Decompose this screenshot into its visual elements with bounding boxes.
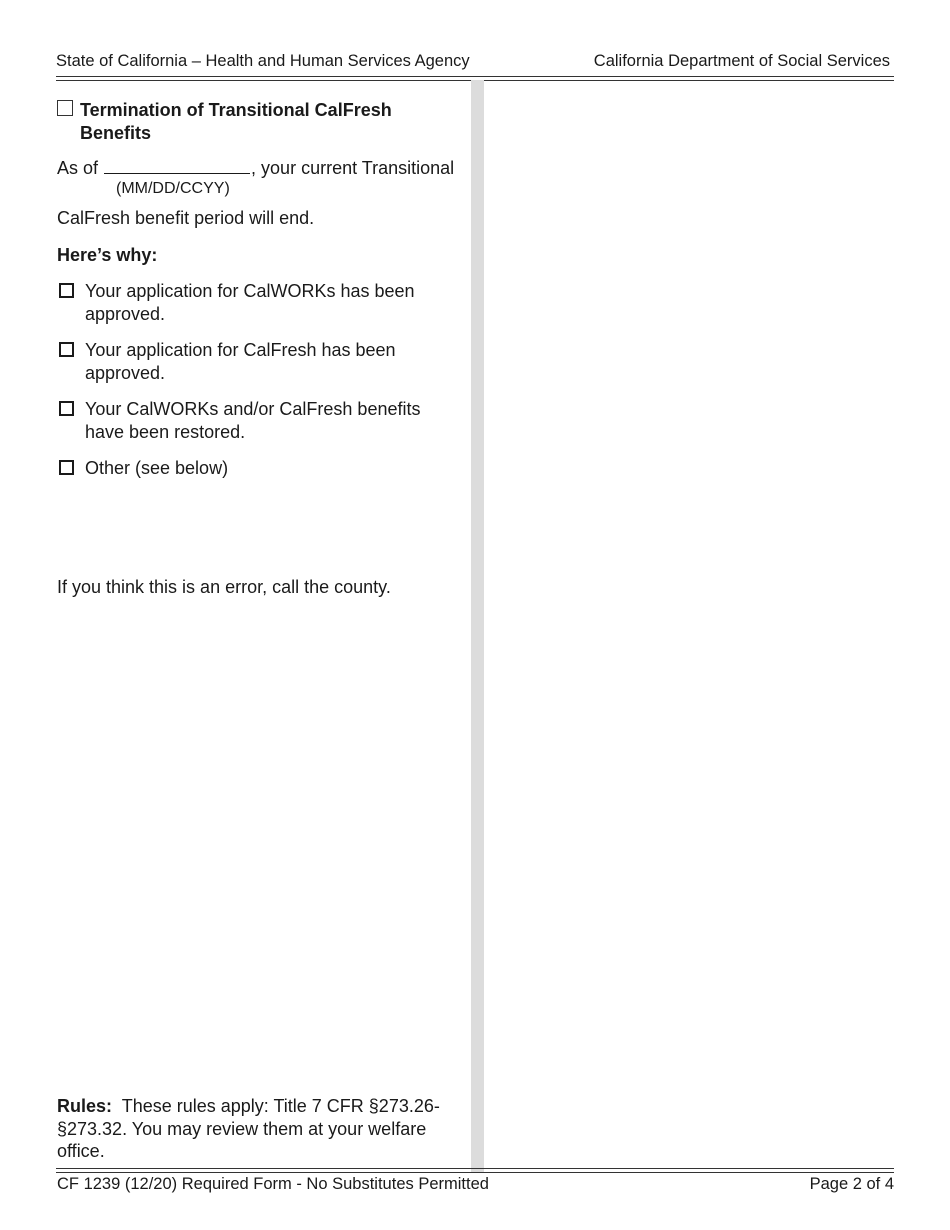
section-checkbox[interactable] xyxy=(57,100,73,116)
benefit-end-text: CalFresh benefit period will end. xyxy=(57,208,315,228)
footer-rule-secondary xyxy=(56,1172,894,1173)
section-title: Termination of Transitional CalFresh Benefits xyxy=(80,100,392,143)
date-blank-field[interactable] xyxy=(104,157,250,174)
reason-checkbox[interactable] xyxy=(59,401,74,416)
as-of-prefix: As of xyxy=(57,158,99,178)
as-of-line xyxy=(57,157,454,179)
reason-label: Your CalWORKs and/or CalFresh benefits have been restored. xyxy=(85,399,421,442)
reasons-heading: Here’s why: xyxy=(57,245,158,265)
date-format-hint: (MM/DD/CCYY) xyxy=(116,180,230,197)
rules-text: These rules apply: Title 7 CFR §273.26-§273.32. You may review them at your welfare office. xyxy=(57,1096,440,1161)
reason-checkbox[interactable] xyxy=(59,283,74,298)
reason-label: Other (see below) xyxy=(85,458,229,478)
reason-label: Your application for CalFresh has been approved. xyxy=(85,340,396,383)
rules-paragraph xyxy=(57,1095,467,1163)
reason-checkbox[interactable] xyxy=(59,460,74,475)
reason-label: Your application for CalWORKs has been approved. xyxy=(85,281,415,324)
form-id: CF 1239 (12/20) Required Form - No Substitutes Permitted xyxy=(57,1175,489,1193)
reason-option[interactable] xyxy=(57,398,455,444)
reason-option[interactable] xyxy=(57,339,455,385)
error-notice: If you think this is an error, call the county. xyxy=(57,577,391,597)
header-department: California Department of Social Services xyxy=(593,52,890,70)
reason-checkbox[interactable] xyxy=(59,342,74,357)
header-rule xyxy=(56,76,894,77)
as-of-suffix: , your current Transitional xyxy=(251,158,455,178)
header-agency: State of California – Health and Human Services Agency xyxy=(56,52,470,70)
column-divider xyxy=(471,80,484,1172)
reason-option[interactable] xyxy=(57,457,455,480)
reason-option[interactable] xyxy=(57,280,455,326)
rules-label: Rules: xyxy=(57,1096,113,1116)
footer-rule xyxy=(56,1168,894,1169)
page-number: Page 2 of 4 xyxy=(809,1175,894,1193)
